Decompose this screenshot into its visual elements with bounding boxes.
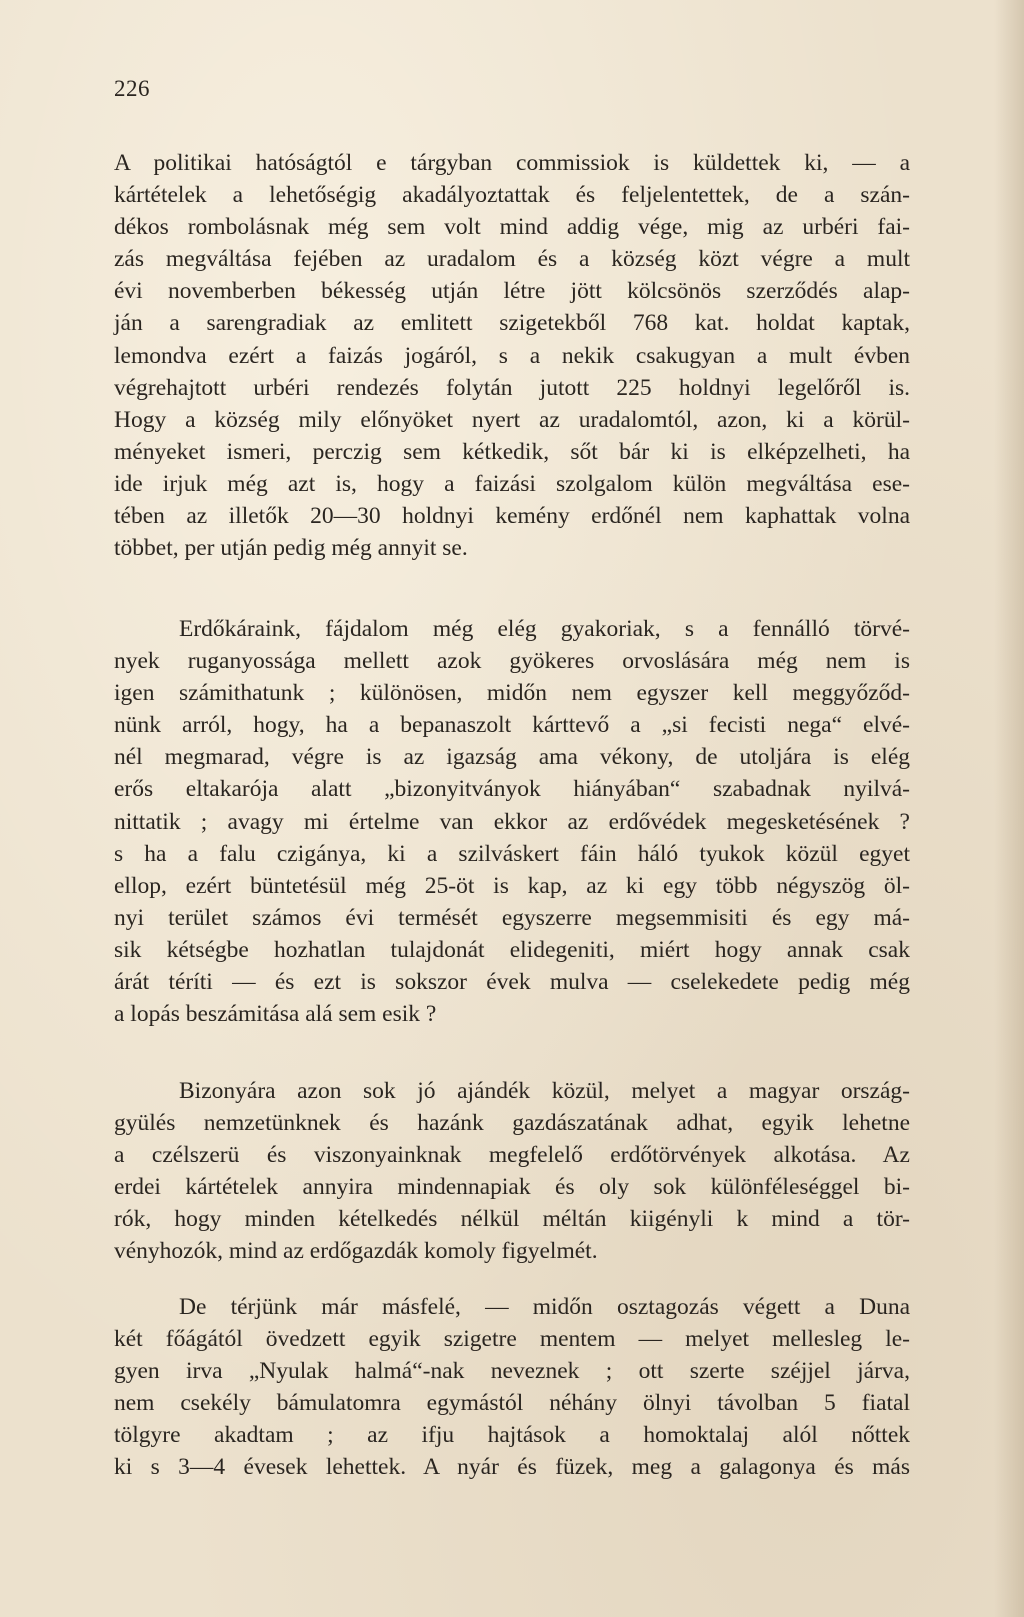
text-line: ményeket ismeri, perczig sem kétkedik, sőt bár ki is elképzelheti, ha [114,438,910,465]
text-line: nyek ruganyossága mellett azok gyökeres orvoslására még nem is [114,648,910,675]
text-line: sik kétségbe hozhatlan tulajdonát elidegeniti, miért hogy annak csak [114,936,910,963]
text-line: a czélszerü és viszonyainknak megfelelő erdőtörvények alkotása. Az [114,1142,910,1169]
text-line: árát téríti — és ezt is sokszor évek mulva — cselekedete pedig még [114,969,910,996]
text-line: többet, per utján pedig még annyit se. [114,535,468,562]
text-line: gyülés nemzetünknek és hazánk gazdászatának adhat, egyik lehetne [114,1110,910,1137]
text-line: nem csekély bámulatomra egymástól néhány ölnyi távolban 5 fiatal [114,1390,910,1417]
text-line: a lopás beszámitása alá sem esik ? [114,1001,437,1028]
text-line: lemondva ezért a faizás jogáról, s a nekik csakugyan a mult évben [114,342,910,369]
text-line: ki s 3—4 évesek lehettek. A nyár és füzek, meg a galagonya és más [114,1454,910,1481]
text-line: tölgyre akadtam ; az ifju hajtások a homoktalaj alól nőttek [114,1422,910,1449]
page-number: 226 [114,76,150,101]
paragraph-3 [114,1075,910,1268]
text-line: évi novemberben békesség utján létre jött kölcsönös szerződés alap- [114,278,910,305]
text-line: rók, hogy minden kételkedés nélkül méltán kiigényli k mind a tör- [114,1206,910,1233]
text-line: végrehajtott urbéri rendezés folytán jutott 225 holdnyi legelőről is. [114,374,910,401]
text-line: erdei kártételek annyira mindennapiak és oly sok különféleséggel bi- [114,1174,910,1201]
paragraph-1 [114,147,910,564]
text-line: tében az illetők 20—30 holdnyi kemény erdőnél nem kaphattak volna [114,503,910,530]
text-line: ján a sarengradiak az emlitett szigetekből 768 kat. holdat kaptak, [114,310,910,337]
text-line: s ha a falu czigánya, ki a szilváskert fáin háló tyukok közül egyet [114,840,910,867]
text-line: erős eltakarója alatt „bizonyitványok hiányában“ szabadnak nyilvá- [114,776,910,803]
text-line: nyi terület számos évi termését egyszerre megsemmisiti és egy má- [114,904,910,931]
text-line: dékos rombolásnak még sem volt mind addig vége, mig az urbéri fai- [114,214,910,241]
text-line: nél megmarad, végre is az igazság ama vékony, de utoljára is elég [114,744,910,771]
text-line: Bizonyára azon sok jó ajándék közül, melyet a magyar ország- [179,1078,910,1104]
text-line: zás megváltása fejében az uradalom és a község közt végre a mult [114,246,910,273]
text-line: két főágától övedzett egyik szigetre mentem — melyet mellesleg le- [114,1326,910,1353]
page-edge-shadow [994,0,1024,1617]
text-line: nittatik ; avagy mi értelme van ekkor az erdővédek megesketésének ? [114,808,910,835]
text-line: Hogy a község mily előnyöket nyert az uradalomtól, azon, ki a körül- [114,406,910,433]
text-line: vényhozók, mind az erdőgazdák komoly figyelmét. [114,1238,598,1265]
paragraph-4 [114,1291,910,1484]
text-line: A politikai hatóságtól e tárgyban commissiok is küldettek ki, — a [114,150,910,176]
paragraph-2 [114,613,910,1030]
text-line: gyen irva „Nyulak halmá“-nak neveznek ; ott szerte széjjel járva, [114,1358,910,1385]
text-line: ellop, ezért büntetésül még 25-öt is kap, az ki egy több négyszög öl- [114,872,910,899]
text-line: De térjünk már másfelé, — midőn osztagozás végett a Duna [179,1294,910,1320]
text-line: igen számithatunk ; különösen, midőn nem egyszer kell meggyőződ- [114,680,910,707]
text-line: nünk arról, hogy, ha a bepanaszolt kárttevő a „si fecisti nega“ elvé- [114,712,910,739]
text-line: ide irjuk még azt is, hogy a faizási szolgalom külön megváltása ese- [114,470,910,497]
text-line: kártételek a lehetőségig akadályoztattak és feljelentettek, de a szán- [114,182,910,209]
text-line: Erdőkáraink, fájdalom még elég gyakoriak, s a fennálló törvé- [179,616,910,642]
